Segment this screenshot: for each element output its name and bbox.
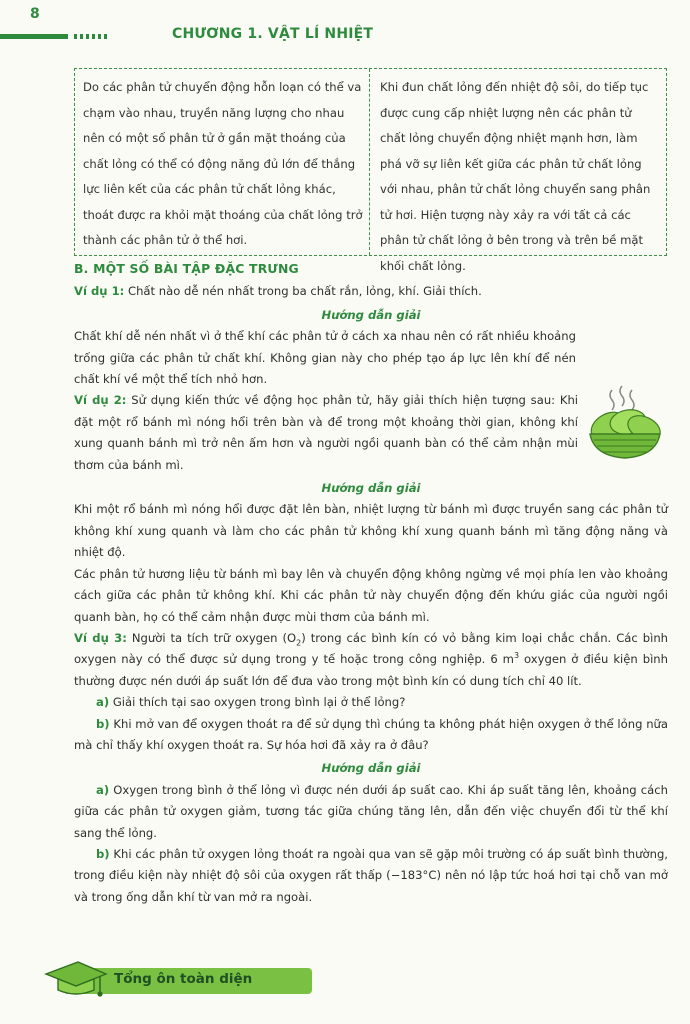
example-1-label: Ví dụ 1: [74, 284, 125, 299]
example-2-label: Ví dụ 2: [74, 393, 127, 408]
example-3-answer-a [74, 780, 668, 844]
example-2-block [74, 390, 668, 476]
example-3-label: Ví dụ 3: [74, 630, 127, 645]
part-a-label: a) [96, 695, 110, 710]
header-rule [0, 34, 68, 39]
example-3-part-a [74, 692, 668, 713]
example-3-text-part1: Người ta tích trữ oxygen (O [131, 630, 297, 645]
summary-left-cell: Do các phân tử chuyển động hỗn loạn có thể va chạm vào nhau, truyền năng lượng cho nhau nên có một số phân tử ở gần mặt thoáng của chất lỏng có thể có động năng đủ lớn để thắng lực liên kết của các phân tử chất lỏng khác, thoát được ra khỏi mặt thoáng của chất lỏng trở thành các phân tử ở thể hơi. [83, 80, 363, 247]
answer-b-text: Khi các phân tử oxygen lỏng thoát ra ngoài qua van sẽ gặp môi trường có áp suất bình thường, trong điều kiện này nhiệt độ sôi của oxygen rất thấp (−183°C) nên nó lập tức hoá hơi tại chỗ van mở và trong ống dẫn khí từ van mở ra ngoài. [74, 846, 668, 904]
part-a-question: Giải thích tại sao oxygen trong bình lại ở thể lỏng? [112, 695, 406, 710]
example-3-subscript: 2 [296, 638, 302, 648]
example-3-superscript: 3 [513, 651, 520, 661]
example-3-text-part3: oxygen ở điều kiện bình thường được nén dưới áp suất lớn để đưa vào trong một bình kín có dung tích chỉ 40 lít. [74, 652, 668, 688]
page-footer [40, 962, 280, 1000]
example-3-question [74, 628, 668, 692]
answer-a-label: a) [96, 782, 110, 797]
graduation-cap-icon [42, 958, 108, 1002]
section-title: B. MỘT SỐ BÀI TẬP ĐẶC TRƯNG [74, 261, 299, 276]
header-dash [80, 34, 83, 39]
header-dash [104, 34, 107, 39]
example-3-answer-b [74, 844, 668, 908]
example-1-question [74, 281, 668, 302]
example-1-answer: Chất khí dễ nén nhất vì ở thể khí các phân tử ở cách xa nhau nên có rất nhiều khoảng trống giữa các phân tử chất khí. Không gian này cho phép tạo áp lực lên khí để nén chất khí về một thể tích nhỏ hơn. [74, 329, 576, 387]
part-b-question: Khi mở van để oxygen thoát ra để sử dụng thì chúng ta không phát hiện oxygen ở thể lỏng nữa mà chỉ thấy khí oxygen thoát ra. Sự hóa hơi đã xảy ra ở đâu? [74, 716, 669, 752]
example-1-guide-heading: Hướng dẫn giải [321, 307, 421, 322]
summary-right-cell: Khi đun chất lỏng đến nhiệt độ sôi, do tiếp tục được cung cấp nhiệt lượng nên các phân tử chất lỏng chuyển động nhiệt mạnh hơn, làm phá vỡ sự liên kết giữa các phân tử chất lỏng với nhau, phân tử chất lỏng chuyển sang phân tử hơi. Hiện tượng này xảy ra với tất cả các phân tử chất lỏng ở bên trong và trên bề mặt khối chất lỏng. [369, 69, 666, 255]
answer-a-text: Oxygen trong bình ở thể lỏng vì được nén dưới áp suất cao. Khi áp suất tăng lên, khoảng cách giữa các phân tử oxygen giảm, tương tác giữa chúng tăng lên, dẫn đến việc chuyển đổi từ thể khí sang thể lỏng. [74, 782, 668, 840]
header-dash [98, 34, 101, 39]
header-dash [86, 34, 89, 39]
example-1-text: Chất nào dễ nén nhất trong ba chất rắn, lỏng, khí. Giải thích. [127, 284, 482, 299]
header-dash [92, 34, 95, 39]
part-b-label: b) [96, 716, 110, 731]
main-content [74, 258, 668, 908]
example-3-guide-heading: Hướng dẫn giải [321, 761, 421, 776]
header-dash [74, 34, 77, 39]
page-header [0, 0, 690, 52]
example-2-question [74, 390, 578, 476]
chapter-title: CHƯƠNG 1. VẬT LÍ NHIỆT [172, 26, 374, 42]
example-2-answer-1: Khi một rổ bánh mì nóng hổi được đặt lên bàn, nhiệt lượng từ bánh mì được truyền sang các phân tử không khí xung quanh và làm cho các phân tử không khí xung quanh bánh mì tăng động năng và nhiệt độ. [74, 502, 668, 560]
example-3-part-b [74, 714, 668, 757]
example-3-text-part2: ) trong các bình kín có vỏ bằng kim loại chắc chắn. Các bình oxygen này có thể được sử dụng trong y tế hoặc trong công nghiệp. 6 m [74, 630, 669, 667]
example-2-text: Sử dụng kiến thức về động học phân tử, hãy giải thích hiện tượng sau: Khi đặt một rổ bánh mì nóng hổi trên bàn và để trong một khoảng thời gian, không khí xung quanh bánh mì trở nên ấm hơn và người ngồi quanh bàn có thể cảm nhận mùi thơm của bánh mì. [74, 393, 579, 472]
example-2-guide-heading: Hướng dẫn giải [321, 481, 421, 496]
example-2-answer-2: Các phân tử hương liệu từ bánh mì bay lên và chuyển động không ngừng về mọi phía len vào khoảng cách giữa các phân tử không khí. Khi các phân tử này chuyển động đến khứu giác của người ngồi quanh bàn, họ có thể cảm nhận được mùi thơm của bánh mì. [74, 566, 668, 624]
bread-basket-icon [582, 382, 668, 464]
footer-banner-text: Tổng ôn toàn diện [114, 971, 253, 987]
page-number: 8 [30, 6, 40, 22]
answer-b-label: b) [96, 846, 110, 861]
